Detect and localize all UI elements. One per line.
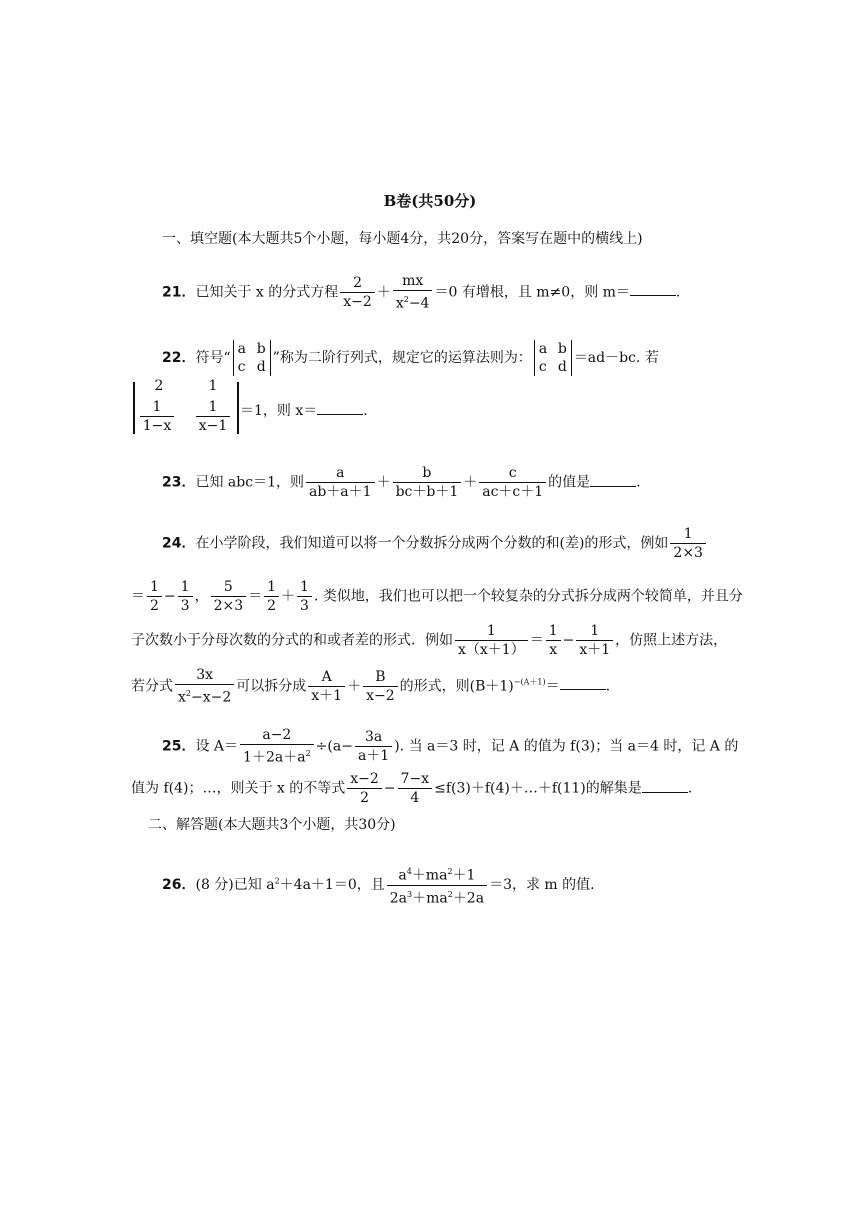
fraction: $\frac{mx}{x^2-4}$ (393, 272, 433, 313)
question-23: 23．已知 abc＝1，则 $\frac{a}{ab+a+1}$ ＋ $\frac{b}{bc+b+1}$ ＋ $\frac{c}{ac+c+1}$ 的值是 . (162, 465, 641, 500)
answer-blank (317, 400, 363, 415)
answer-blank (590, 472, 636, 487)
question-22: 22．符号“ a b c d ”称为二阶行列式，规定它的运算法则为： a b c d ＝ad－bc. 若 (162, 341, 659, 375)
determinant-rule: a b c d (534, 340, 572, 376)
question-25: 25．设 A＝ $\frac{a-2}{1+2a+a^2}$ ÷(a− $\frac{3a}{a+1}$ ). 当 a＝3 时，记 A 的值为 f(3)；当 a＝4 时，记 A 的 (162, 727, 739, 766)
question-21: 21．已知关于 x 的分式方程 $\frac{2}{x-2}$ ＋ $\frac{mx}{x^2-4}$ ＝0 有增根，且 m≠0，则 m＝ . (162, 273, 681, 312)
section-1-heading: 一、填空题(本大题共5个小题，每小题4分，共20分，答案写在题中的横线上) (162, 231, 643, 247)
answer-blank (642, 778, 688, 793)
question-24-line-2: ＝ $\frac{1}{2}$ − $\frac{1}{3}$ ， $\frac{5}{2\times 3}$ ＝ $\frac{1}{2}$ ＋ $\frac{1}{3}$ . 类似地，我们也可以把一个较复杂的分式拆分成两个较简单，并且分 (131, 579, 743, 614)
question-24: 24．在小学阶段，我们知道可以将一个分数拆分成两个分数的和(差)的形式，例如 $\frac{1}{2\times 3}$ (162, 525, 708, 562)
determinant-symbol: a b c d (233, 340, 271, 376)
fraction: $\frac{2}{x-2}$ (340, 274, 375, 311)
page-title: B卷(共50分) (383, 192, 477, 210)
question-22-line-2: ＝1，则 x＝ . (240, 400, 368, 421)
section-2-heading: 二、解答题(本大题共3个小题，共30分) (148, 817, 396, 833)
question-26: 26．(8 分)已知 $a^2+4a+1=0$，且 $\frac{a^4+ma^2+1}{2a^3+ma^2+2a}$ ＝3，求 m 的值. (162, 867, 595, 907)
question-24-line-3: 子次数小于分母次数的分式的和或者差的形式．例如 $\frac{1}{x(x+1)}$ ＝ $\frac{1}{x}$ − $\frac{1}{x+1}$ ，仿照上述方法， (131, 623, 728, 658)
determinant-matrix: 2 1 $\frac{1}{1-x}$ $\frac{1}{x-1}$ (133, 382, 239, 434)
answer-blank (560, 675, 606, 690)
answer-blank (630, 281, 676, 296)
question-24-line-4: 若分式 $\frac{3x}{x^2-x-2}$ 可以拆分成 $\frac{A}{x+1}$ ＋ $\frac{B}{x-2}$ 的形式，则$(B+1)^{-(A+1)}=$ . (131, 667, 611, 706)
question-25-line-2: 值为 f(4)；…，则关于 x 的不等式 $\frac{x-2}{2}$ − $\frac{7-x}{4}$ ≤f(3)＋f(4)＋…＋f(11)的解集是 . (131, 771, 693, 806)
